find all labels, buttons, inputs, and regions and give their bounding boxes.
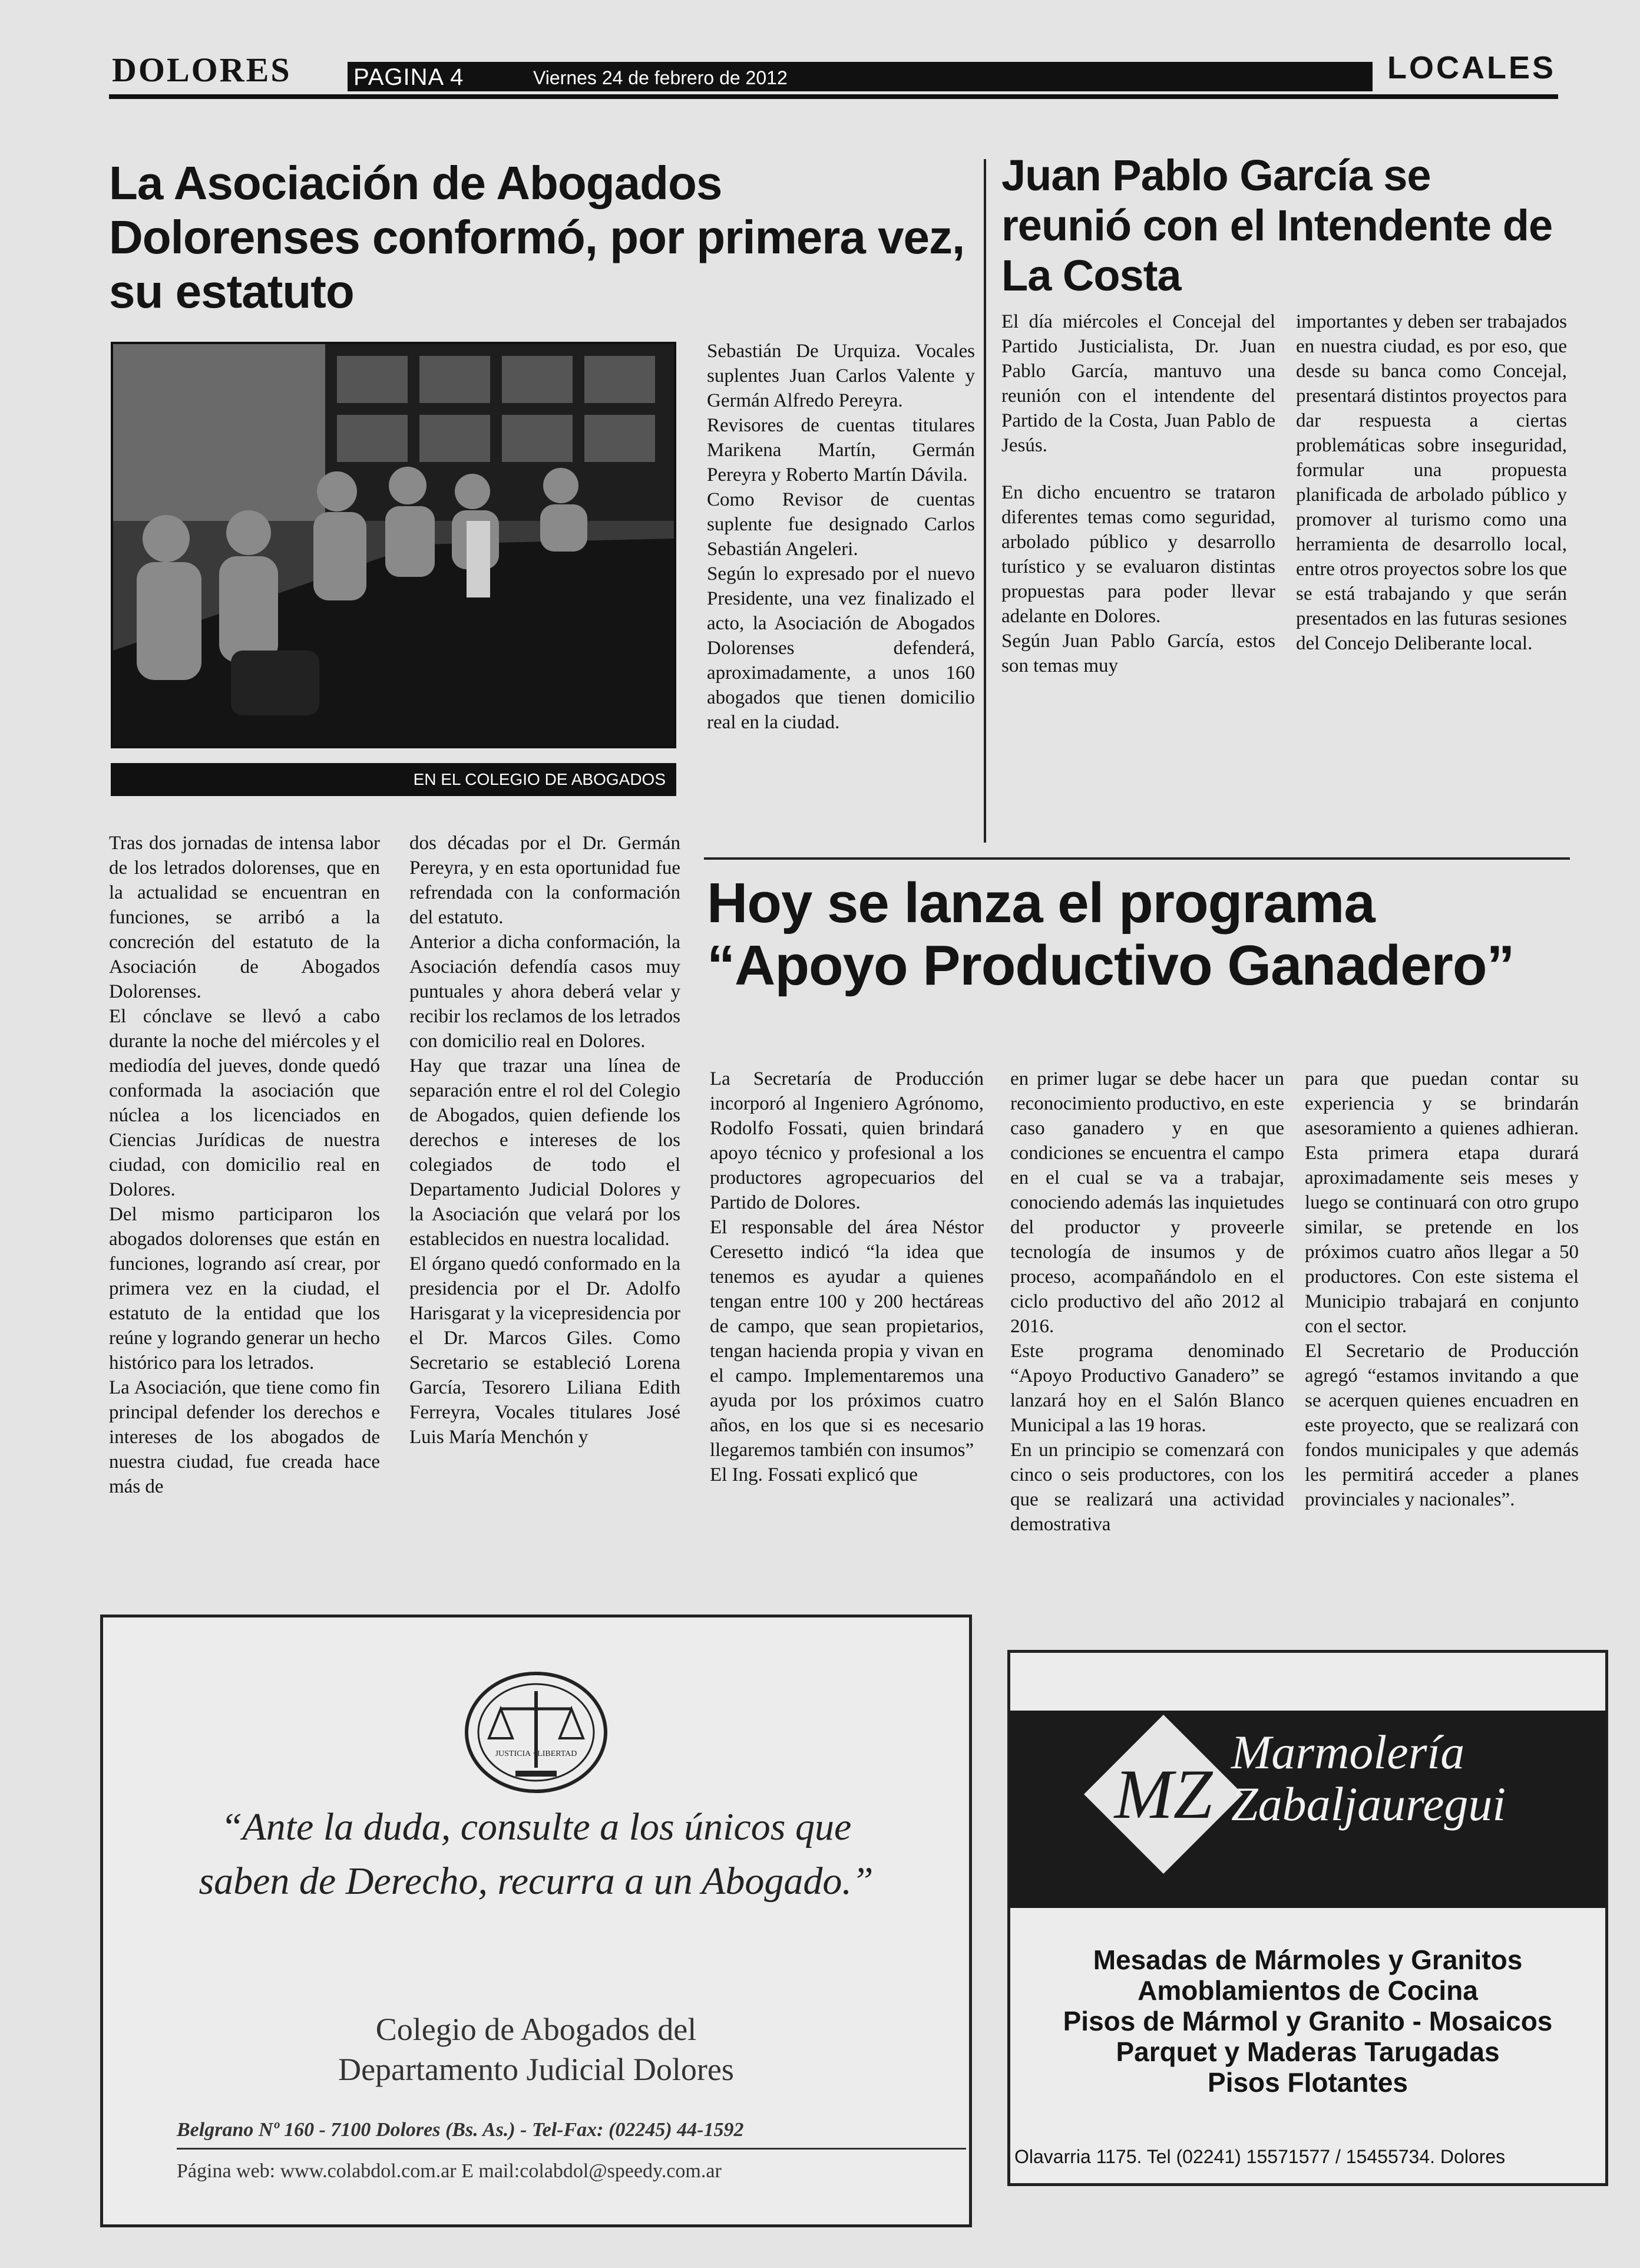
service-line: Pisos Flotantes xyxy=(1208,2067,1408,2098)
paragraph: importantes y deben ser trabajados en nuestra ciudad, es por eso, que desde su banca como Concejal, presentará distintos proyectos para dar respuesta a ciertas problemáticas sobre inseguridad, formular una propuesta planificada de arbolado público y promover al turismo como una herramienta de desarrollo local, entre otros proyectos sobre los que se está trabajando y que serán presentados en las futuras sesiones del Concejo Deliberante local. xyxy=(1296,311,1567,654)
article1-headline: La Asociación de Abogados Dolorenses conformó, por primera vez, su estatuto xyxy=(109,157,965,318)
colegio-name-line: Colegio de Abogados del xyxy=(375,2012,697,2047)
marmoleria-name xyxy=(1231,1726,1596,1830)
service-line: Pisos de Mármol y Granito - Mosaicos xyxy=(1063,2006,1553,2036)
section-divider xyxy=(704,857,1570,860)
colegio-quote xyxy=(112,1800,960,1909)
paragraph: dos décadas por el Dr. Germán Pereyra, y en esta oportunidad fue refrendada con la conformación del estatuto. xyxy=(409,833,680,928)
seal-text: JUSTICIA · LIBERTAD xyxy=(495,1749,577,1758)
paragraph: Sebastián De Urquiza. Vocales suplentes Juan Carlos Valente y Germán Alfredo Pereyra. xyxy=(707,341,975,411)
section-name: LOCALES xyxy=(1387,50,1556,85)
paragraph: Anterior a dicha conformación, la Asociación defendía casos muy puntuales y ahora deberá velar y recibir los reclamos de los letrados con domicilio real en Dolores. xyxy=(409,932,680,1052)
article1-column-right xyxy=(707,339,975,735)
service-line: Mesadas de Mármoles y Granitos xyxy=(1093,1945,1523,1975)
colegio-seal-icon xyxy=(459,1668,613,1797)
paragraph: El cónclave se llevó a cabo durante la noche del miércoles y el mediodía del jueves, donde quedó conformada la asociación que núclea a los licenciados en Ciencias Jurídicas de nuestra ciudad, con domicilio real en Dolores. xyxy=(109,1006,380,1200)
paragraph: El Secretario de Producción agregó “estamos invitando a que se acerquen quienes encuadren en este proyecto, que se realizará con fondos municipales y que además les permitirá acceder a planes provinciales y nacionales”. xyxy=(1305,1341,1579,1510)
paragraph: La Asociación, que tiene como fin principal defender los derechos e intereses de los abogados de nuestra ciudad, fue creada hace más de xyxy=(109,1377,380,1497)
paragraph: en primer lugar se debe hacer un reconocimiento productivo, en este caso ganadero y en que condiciones se encuentra el campo en el cual se va a trabajar, conociendo además las inquietudes del productor y proveerle tecnología de insumos y de proceso, acompañándolo en el ciclo productivo del año 2012 al 2016. xyxy=(1010,1068,1284,1337)
paragraph: Según lo expresado por el nuevo Presidente, una vez finalizado el acto, la Asociación de Abogados Dolorenses defenderá, aproximadamente, a unos 160 abogados que tienen domicilio real en la ciudad. xyxy=(707,563,975,733)
paragraph: El responsable del área Néstor Ceresetto indicó “la idea que tenemos es ayudar a quienes tengan entre 100 y 200 hectáreas de campo, que sean propietarios, tengan hacienda propia y vivan en el campo. Implementaremos una ayuda por los próximos cuatro años, en los que si es necesario llegaremos también con insumos” xyxy=(710,1217,984,1461)
issue-date: Viernes 24 de febrero de 2012 xyxy=(533,67,788,88)
colegio-name xyxy=(106,2009,966,2089)
article2-column-1 xyxy=(1001,309,1275,678)
paragraph: El día miércoles el Concejal del Partido Justicialista, Dr. Juan Pablo García, mantuvo una reunión con el intendente del Partido de la Costa, Juan Pablo de Jesús. xyxy=(1001,311,1275,456)
marmoleria-address: Olavarria 1175. Tel (02241) 15571577 / 15455734. Dolores xyxy=(1014,2146,1506,2167)
masthead-bar xyxy=(348,62,1373,91)
paragraph: La Secretaría de Producción incorporó al Ingeniero Agrónomo, Rodolfo Fossati, quien brindará apoyo técnico y profesional a los productores agropecuarios del Partido de Dolores. xyxy=(710,1068,984,1213)
quote-line: saben de Derecho, recurra a un Abogado.” xyxy=(199,1860,874,1903)
masthead-rule xyxy=(109,94,1558,99)
article1-photo xyxy=(111,342,676,748)
marmoleria-logo-icon xyxy=(1078,1709,1249,1880)
photo-caption: EN EL COLEGIO DE ABOGADOS xyxy=(111,763,676,796)
paragraph: Como Revisor de cuentas suplente fue designado Carlos Sebastián Angeleri. xyxy=(707,489,975,560)
colegio-address: Belgrano Nº 160 - 7100 Dolores (Bs. As.) - Tel-Fax: (02245) 44-1592 xyxy=(177,2119,744,2141)
article1-column-1 xyxy=(109,831,380,1499)
service-line: Parquet y Maderas Tarugadas xyxy=(1116,2036,1500,2067)
article3-column-3 xyxy=(1305,1067,1579,1512)
marmoleria-name-line: Zabaljauregui xyxy=(1231,1777,1506,1831)
colegio-name-line: Departamento Judicial Dolores xyxy=(338,2052,734,2087)
paragraph: Revisores de cuentas titulares Marikena Martín, Germán Pereyra y Roberto Martín Dávila. xyxy=(707,415,975,486)
paragraph: Según Juan Pablo García, estos son temas muy xyxy=(1001,630,1275,676)
article1-column-2 xyxy=(409,831,680,1450)
paragraph: El Ing. Fossati explicó que xyxy=(710,1464,918,1485)
newspaper-name: DOLORES xyxy=(112,51,292,89)
quote-line: “Ante la duda, consulte a los únicos que xyxy=(220,1805,852,1848)
paragraph: En un principio se comenzará con cinco o seis productores, con los que se realizará una actividad demostrativa xyxy=(1010,1440,1284,1535)
logo-letters: MZ xyxy=(1114,1755,1213,1833)
marmoleria-name-line: Marmolería xyxy=(1231,1725,1465,1779)
paragraph: Del mismo participaron los abogados dolorenses que están en funciones, logrando así crear, por primera vez en la ciudad, el estatuto de la entidad que los reúne y logrando generar un hecho histórico para los letrados. xyxy=(109,1204,380,1374)
page-number: PAGINA 4 xyxy=(353,64,464,90)
article2-column-2 xyxy=(1296,309,1567,656)
paragraph: Este programa denominado “Apoyo Productivo Ganadero” se lanzará hoy en el Salón Blanco Municipal a las 19 horas. xyxy=(1010,1341,1284,1436)
paragraph: El órgano quedó conformado en la presidencia por el Dr. Adolfo Harisgarat y la vicepresidencia por el Dr. Marcos Giles. Como Secretario se estableció Lorena García, Tesorero Liliana Edith Ferreyra, Vocales titulares José Luis María Menchón y xyxy=(409,1253,680,1448)
paragraph: En dicho encuentro se trataron diferentes temas como seguridad, arbolado público y desarrollo turístico y se evaluaron distintas propuestas para poder llevar adelante en Dolores. xyxy=(1001,482,1275,627)
article3-headline: Hoy se lanza el programa “Apoyo Productivo Ganadero” xyxy=(707,871,1515,997)
article3-column-1 xyxy=(710,1067,984,1487)
paragraph: para que puedan contar su experiencia y se brindarán asesoramiento a quienes adhieran. Esta primera etapa durará aproximadamente seis meses y luego se continuará con otro grupo similar, se pretende en los próximos cuatro años llegar a 50 productores. Con este sistema el Municipio trabajará en conjunto con el sector. xyxy=(1305,1068,1579,1337)
column-divider xyxy=(984,159,986,843)
service-line: Amoblamientos de Cocina xyxy=(1138,1975,1478,2006)
paragraph: Tras dos jornadas de intensa labor de los letrados dolorenses, que en la actualidad se encuentran en funciones, se arribó a la concreción del estatuto de la Asociación de Abogados Dolorenses. xyxy=(109,833,380,1002)
contact-divider xyxy=(177,2148,966,2150)
colegio-web-email[interactable]: Página web: www.colabdol.com.ar E mail:colabdol@speedy.com.ar xyxy=(177,2160,722,2182)
article3-column-2 xyxy=(1010,1067,1284,1537)
paragraph: Hay que trazar una línea de separación entre el rol del Colegio de Abogados, quien defiende los derechos e intereses de los colegiados de todo el Departamento Judicial Dolores y la Asociación que velará por los establecidos en nuestra localidad. xyxy=(409,1055,680,1250)
article2-headline: Juan Pablo García se reunió con el Intendente de La Costa xyxy=(1001,151,1553,301)
marmoleria-services xyxy=(1013,1945,1602,2098)
meeting-photo-illustration xyxy=(113,344,674,746)
